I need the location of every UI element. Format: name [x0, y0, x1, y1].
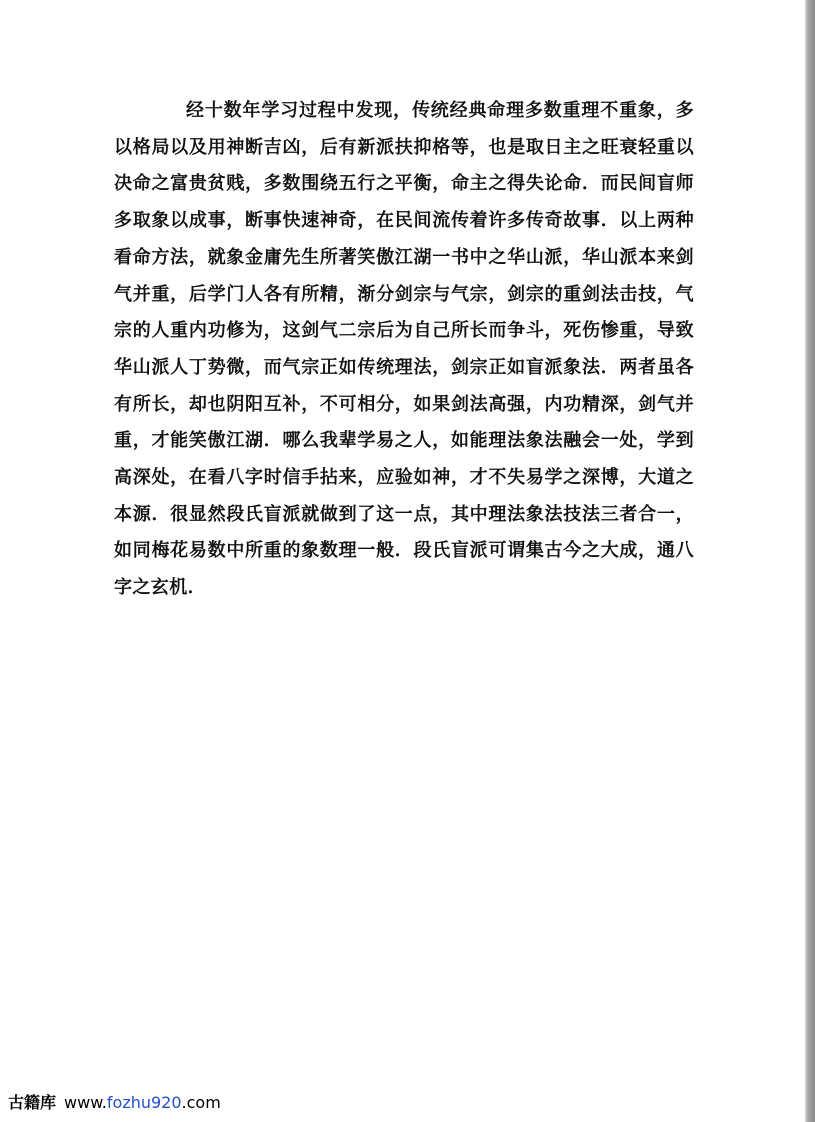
body-paragraph: 经十数年学习过程中发现，传统经典命理多数重理不重象，多以格局以及用神断吉凶，后有新派扶抑格等，也是取日主之旺衰轻重以决命之富贵贫贱，多数围绕五行之平衡，命主之得失论命．而民间盲师多取象以成事，断事快速神奇，在民间流传着许多传奇故事．以上两种看命方法，就象金庸先生所著笑傲江湖一书中之华山派，华山派本来剑气并重，后学门人各有所精，渐分剑宗与气宗，剑宗的重剑法击技，气宗的人重内功修为，这剑气二宗后为自己所长而争斗，死伤惨重，导致华山派人丁势微，而气宗正如传统理法，剑宗正如盲派象法．两者虽各有所长，却也阴阳互补，不可相分，如果剑法高强，内功精深，剑气并重，才能笑傲江湖．哪么我辈学易之人，如能理法象法融会一处，学到高深处，在看八字时信手拈来，应验如神，才不失易学之深博，大道之本源．很显然段氏盲派就做到了这一点，其中理法象法技法三者合一，如同梅花易数中所重的象数理一般．段氏盲派可谓集古今之大成，通八字之玄机．	[114, 100, 694, 599]
page-edge-scrollbar	[805, 0, 815, 1122]
url-brand: fozhu920	[106, 1093, 182, 1112]
url-suffix: .com	[181, 1093, 221, 1112]
library-name: 古籍库	[8, 1093, 57, 1112]
url-prefix: www.	[64, 1093, 107, 1112]
footer-watermark	[8, 1092, 221, 1114]
